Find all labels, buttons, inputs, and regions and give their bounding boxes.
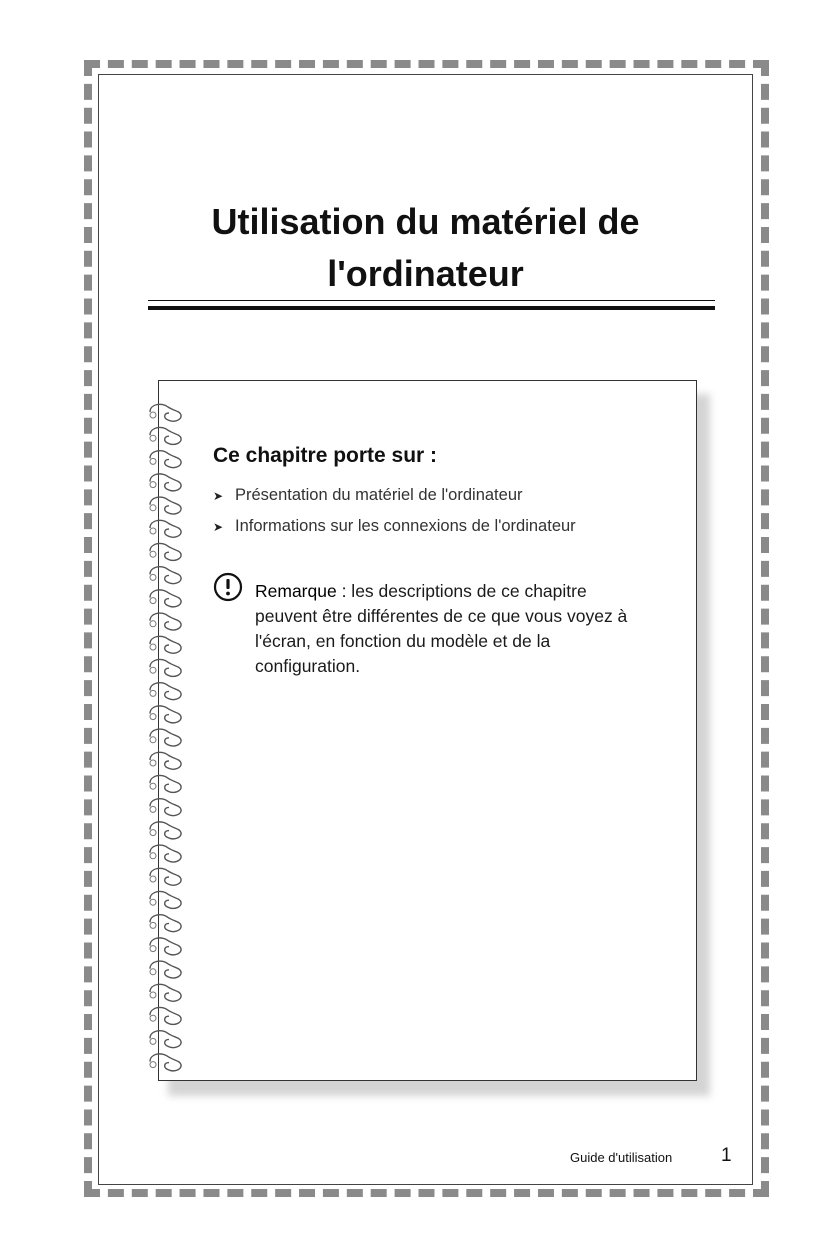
spiral-ring [150, 451, 181, 468]
spiral-ring [150, 613, 181, 630]
spiral-ring [150, 474, 181, 491]
exclamation-circle-icon [213, 572, 243, 602]
list-item [213, 511, 576, 542]
topic-text: Présentation du matériel de l'ordinateur [235, 486, 523, 504]
spiral-ring [150, 752, 181, 769]
spiral-binding-icon [146, 396, 188, 1074]
spiral-ring [150, 1031, 181, 1048]
card-heading: Ce chapitre porte sur : [213, 444, 438, 467]
page-title [98, 196, 753, 300]
topic-list [213, 480, 576, 542]
spiral-ring [150, 775, 181, 792]
spiral-ring [150, 636, 181, 653]
list-item [213, 480, 576, 511]
spiral-ring [150, 427, 181, 444]
spiral-ring [150, 868, 181, 885]
page-number: 1 [721, 1145, 732, 1166]
spiral-ring [150, 938, 181, 955]
spiral-ring [150, 543, 181, 560]
note-paragraph [255, 579, 635, 679]
footer-guide-label: Guide d'utilisation [570, 1150, 673, 1165]
note-label: Remarque : [255, 581, 347, 601]
spiral-ring [150, 1054, 181, 1071]
spiral-ring [150, 915, 181, 932]
note-body: les descriptions de ce chapitre peuvent être différentes de ce que vous voyez à l'écran, en fonction du modèle et de la configuration. [255, 581, 628, 676]
spiral-ring [150, 984, 181, 1001]
spiral-ring [150, 683, 181, 700]
spiral-ring [150, 520, 181, 537]
arrow-bullet-icon: ➤ [213, 488, 224, 503]
spiral-ring [150, 404, 181, 421]
spiral-ring [150, 1007, 181, 1024]
page-title-line-1: Utilisation du matériel de [211, 201, 640, 242]
spiral-ring [150, 567, 181, 584]
page-title-line-2: l'ordinateur [327, 253, 524, 294]
spiral-ring [150, 845, 181, 862]
spiral-ring [150, 961, 181, 978]
title-underline [148, 300, 715, 310]
spiral-ring [150, 799, 181, 816]
topic-text: Informations sur les connexions de l'ordinateur [235, 517, 576, 535]
spiral-ring [150, 590, 181, 607]
arrow-bullet-icon: ➤ [213, 519, 224, 534]
spiral-ring [150, 659, 181, 676]
spiral-ring [150, 891, 181, 908]
spiral-ring [150, 822, 181, 839]
spiral-ring [150, 706, 181, 723]
spiral-ring [150, 729, 181, 746]
spiral-ring [150, 497, 181, 514]
